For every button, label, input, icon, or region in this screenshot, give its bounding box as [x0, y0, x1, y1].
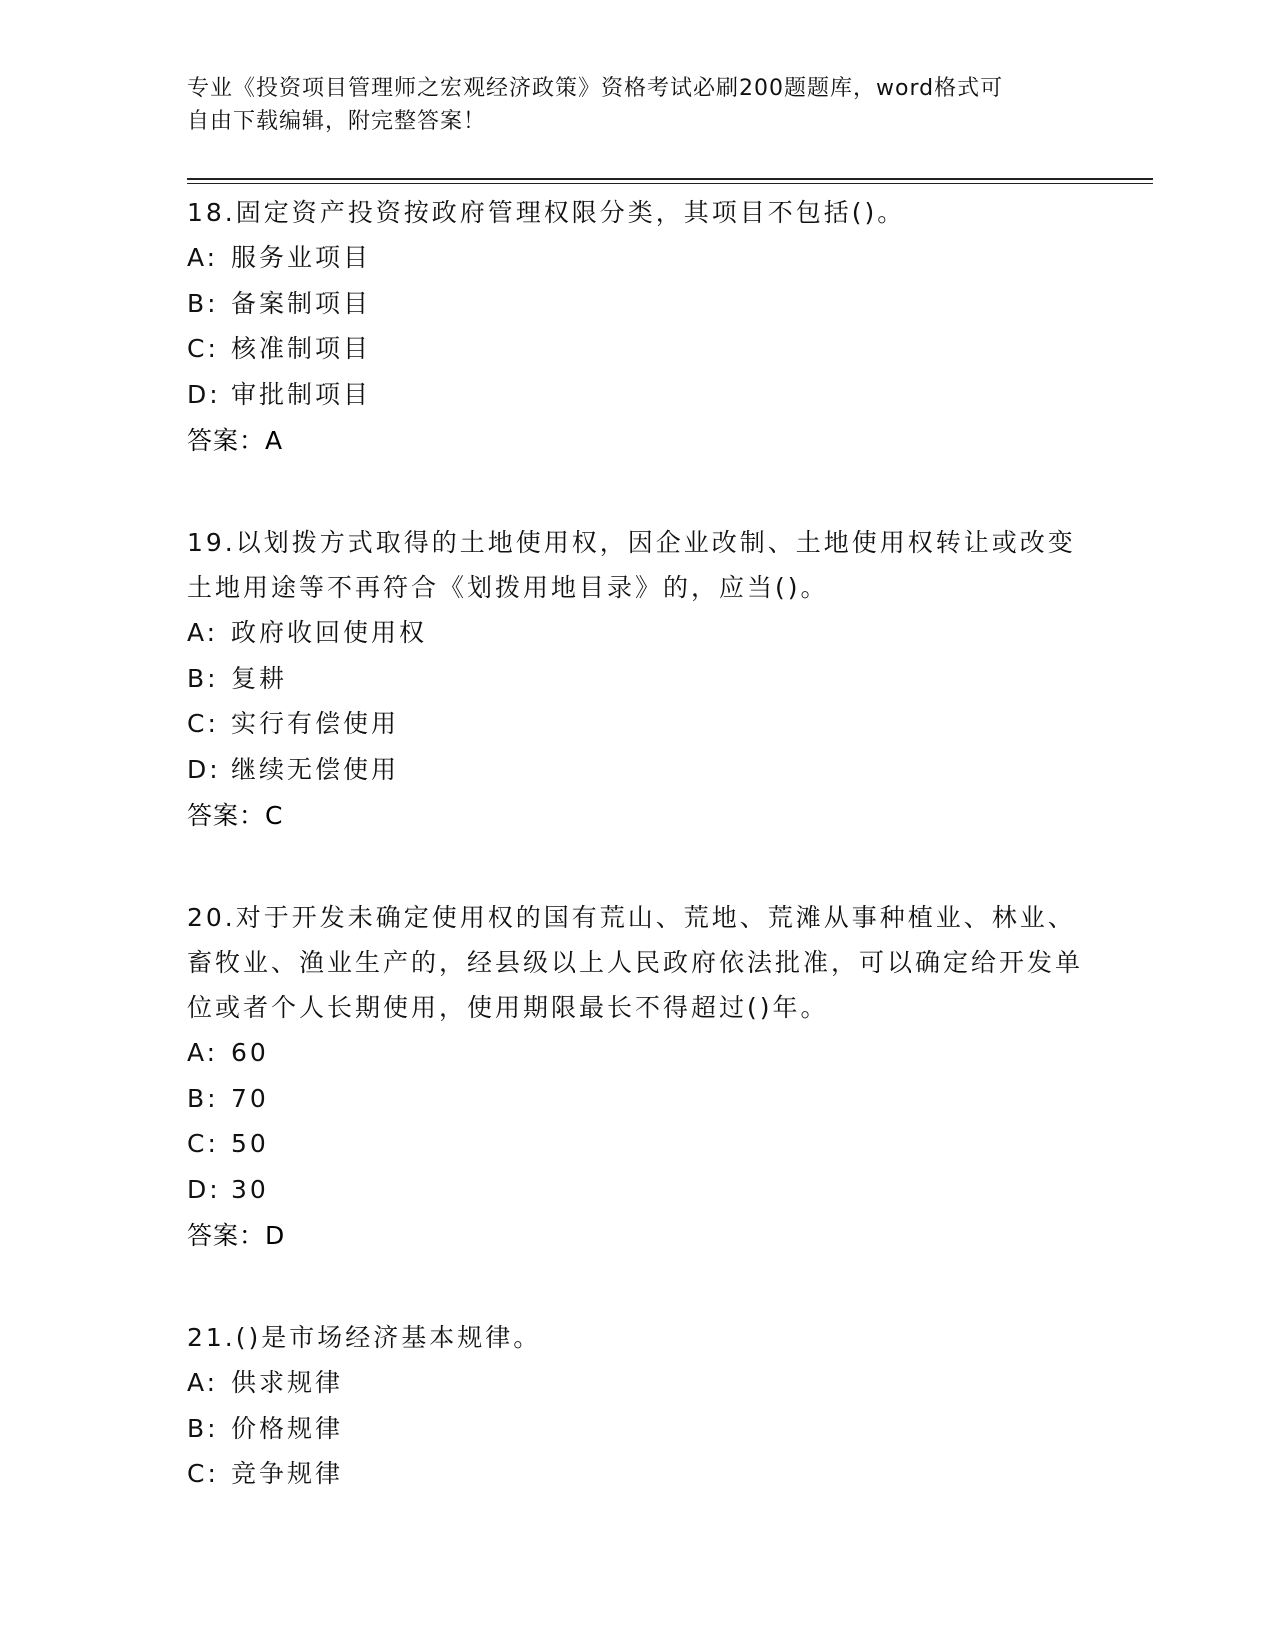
option-b [187, 656, 1087, 702]
option-text: 继续无偿使用 [231, 754, 400, 784]
option-d [187, 1167, 1087, 1213]
option-text: 50 [231, 1129, 269, 1158]
option-text: 价格规律 [231, 1413, 344, 1443]
option-letter: C: [187, 709, 219, 738]
option-letter: A: [187, 618, 219, 647]
option-text: 60 [231, 1038, 269, 1067]
option-letter: B: [187, 1083, 219, 1113]
answer-line: 答案：A [187, 426, 284, 455]
option-letter: C: [187, 1459, 219, 1488]
option-a [187, 1030, 1087, 1076]
header-line-1: 专业《投资项目管理师之宏观经济政策》资格考试必刷200题题库，word格式可 [187, 76, 1004, 101]
option-text: 政府收回使用权 [231, 618, 428, 647]
option-text: 30 [231, 1174, 269, 1204]
question-text: 19.以划拨方式取得的土地使用权，因企业改制、土地使用权转让或改变土地用途等不再符合《划拨用地目录》的，应当()。 [187, 528, 1076, 602]
header-line-2: 自由下载编辑，附完整答案！ [187, 109, 487, 134]
option-letter: D: [187, 1174, 221, 1204]
option-text: 备案制项目 [231, 288, 372, 318]
option-c [187, 326, 1087, 372]
question-19 [187, 520, 1087, 839]
answer-line: 答案：D [187, 1221, 286, 1250]
option-letter: D: [187, 379, 221, 409]
option-text: 供求规律 [231, 1368, 344, 1397]
option-d [187, 747, 1087, 793]
answer-line: 答案：C [187, 801, 284, 830]
question-20 [187, 895, 1087, 1259]
header-divider-thin [187, 183, 1153, 184]
question-21 [187, 1315, 1087, 1497]
option-letter: A: [187, 243, 219, 272]
option-text: 审批制项目 [231, 379, 372, 409]
option-letter: B: [187, 288, 219, 318]
option-d [187, 372, 1087, 418]
option-text: 复耕 [231, 663, 288, 693]
option-a [187, 1360, 1087, 1406]
option-text: 竞争规律 [231, 1459, 344, 1488]
option-a [187, 235, 1087, 281]
question-text: 21.()是市场经济基本规律。 [187, 1323, 542, 1352]
option-b [187, 281, 1087, 327]
option-text: 实行有偿使用 [231, 709, 400, 738]
option-text: 70 [231, 1083, 269, 1113]
option-b [187, 1076, 1087, 1122]
option-letter: C: [187, 334, 219, 363]
option-c [187, 1451, 1087, 1497]
option-c [187, 701, 1087, 747]
question-list [187, 190, 1087, 1553]
option-b [187, 1406, 1087, 1452]
option-letter: B: [187, 663, 219, 693]
question-text: 20.对于开发未确定使用权的国有荒山、荒地、荒滩从事种植业、林业、畜牧业、渔业生产的，经县级以上人民政府依法批准，可以确定给开发单位或者个人长期使用，使用期限最长不得超过()年。 [187, 903, 1084, 1022]
option-c [187, 1121, 1087, 1167]
question-text: 18.固定资产投资按政府管理权限分类，其项目不包括()。 [187, 198, 906, 227]
document-header [187, 72, 1087, 138]
option-text: 核准制项目 [231, 334, 372, 363]
option-letter: C: [187, 1129, 219, 1158]
question-18 [187, 190, 1087, 464]
header-divider-thick [187, 178, 1153, 180]
option-letter: D: [187, 754, 221, 784]
option-a [187, 610, 1087, 656]
option-letter: A: [187, 1038, 219, 1067]
option-text: 服务业项目 [231, 243, 372, 272]
option-letter: B: [187, 1413, 219, 1443]
option-letter: A: [187, 1368, 219, 1397]
